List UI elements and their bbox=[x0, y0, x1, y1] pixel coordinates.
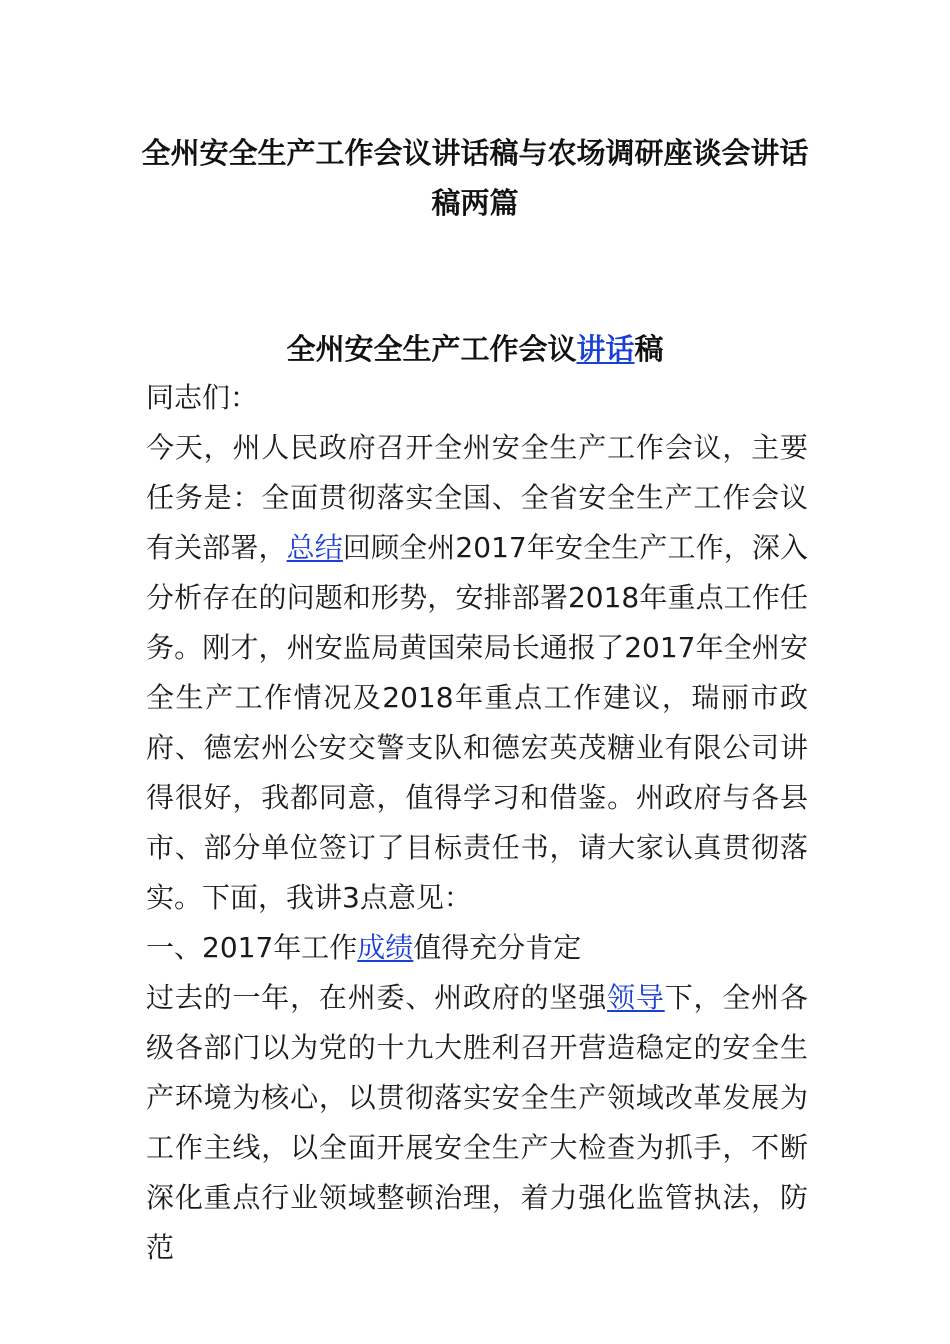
document-title-line1: 全州安全生产工作会议讲话稿与农场调研座谈会讲话 bbox=[141, 136, 809, 170]
paragraph-1-text-cont: 回顾全州2017年安全生产工作，深入分析存在的问题和形势，安排部署2018年重点工作任务。刚才，州安监局黄国荣局长通报了2017年全州安全生产工作情况及2018年重点工作建议，瑞丽市政府、德宏州公安交警支队和德宏英茂糖业有限公司讲得很好，我都同意，值得学习和借鉴。州政府与各县市、部分单位签订了目标责任书，请大家认真贯彻落实。下面，我讲3点意见： bbox=[146, 531, 808, 914]
paragraph-2 bbox=[146, 973, 808, 1273]
heading-1-text: 一、2017年工作 bbox=[146, 931, 358, 964]
document-title-line2: 稿两篇 bbox=[431, 186, 519, 220]
paragraph-1-text: 今天，州人民政府召开全州安全生产工作会议，主要任务是：全面贯彻落实全国、全省安全生产工作会议有关部署， bbox=[146, 431, 808, 564]
section-title-suffix: 稿 bbox=[634, 332, 664, 366]
heading-1-text-cont: 值得充分肯定 bbox=[413, 931, 582, 964]
heading-1 bbox=[146, 923, 808, 973]
paragraph-1-link[interactable]: 总结 bbox=[286, 531, 343, 564]
section-title-text: 全州安全生产工作会议 bbox=[286, 332, 577, 366]
paragraph-2-text-cont: 下，全州各级各部门以为党的十九大胜利召开营造稳定的安全生产环境为核心，以贯彻落实安全生产领域改革发展为工作主线，以全面开展安全生产大检查为抓手，不断深化重点行业领域整顿治理，着力强化监管执法，防范 bbox=[146, 981, 808, 1264]
document-title bbox=[120, 128, 830, 228]
heading-1-link[interactable]: 成绩 bbox=[357, 931, 414, 964]
greeting: 同志们： bbox=[146, 381, 259, 414]
paragraph-1 bbox=[146, 423, 808, 923]
section-title bbox=[120, 326, 830, 372]
paragraph-2-text: 过去的一年，在州委、州政府的坚强 bbox=[146, 981, 608, 1014]
paragraph-2-link[interactable]: 领导 bbox=[607, 981, 665, 1014]
section-title-link[interactable]: 讲话 bbox=[576, 332, 635, 366]
document-body bbox=[146, 373, 808, 1273]
